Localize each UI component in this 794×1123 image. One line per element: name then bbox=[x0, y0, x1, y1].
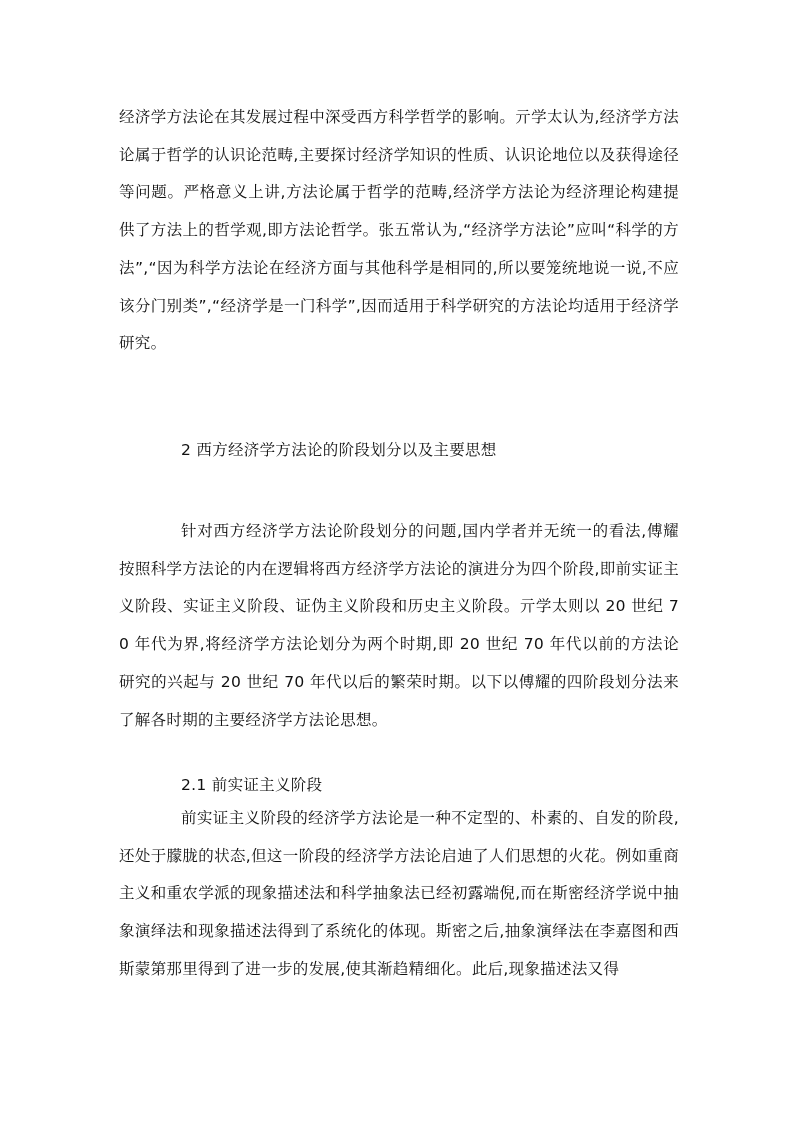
paragraph-pre-positivism: 前实证主义阶段的经济学方法论是一种不定型的、朴素的、自发的阶段,还处于朦胧的状态,但这一阶段的经济学方法论启迪了人们思想的火花。例如重商主义和重农学派的现象描述法和科学抽象法已经初露端倪,而在斯密经济学说中抽象演绎法和现象描述法得到了系统化的体现。斯密之后,抽象演绎法在李嘉图和西斯蒙第那里得到了进一步的发展,使其渐趋精细化。此后,现象描述法又得 bbox=[119, 809, 679, 978]
section-heading: 2 西方经济学方法论的阶段划分以及主要思想 bbox=[181, 441, 497, 459]
paragraph-intro: 经济学方法论在其发展过程中深受西方科学哲学的影响。亓学太认为,经济学方法论属于哲学的认识论范畴,主要探讨经济学知识的性质、认识论地位以及获得途径等问题。严格意义上讲,方法论属于哲学的范畴,经济学方法论为经济理论构建提供了方法上的哲学观,即方法论哲学。张五常认为,“经济学方法论”应叫“科学的方法”,“因为科学方法论在经济方面与其他科学是相同的,所以要笼统地说一说,不应该分门别类”,“经济学是一门科学”,因而适用于科学研究的方法论均适用于经济学研究。 bbox=[119, 108, 679, 353]
paragraph-stages: 针对西方经济学方法论阶段划分的问题,国内学者并无统一的看法,傅耀按照科学方法论的内在逻辑将西方经济学方法论的演进分为四个阶段,即前实证主义阶段、实证主义阶段、证伪主义阶段和历史主义阶段。亓学太则以 20 世纪 70 年代为界,将经济学方法论划分为两个时期,即 20 世纪 70 年代以前的方法论研究的兴起与 20 世纪 70 年代以后的繁荣时期。以下以傅耀的四阶段划分法来了解各时期的主要经济学方法论思想。 bbox=[119, 522, 679, 729]
subsection-heading: 2.1 前实证主义阶段 bbox=[181, 776, 323, 794]
